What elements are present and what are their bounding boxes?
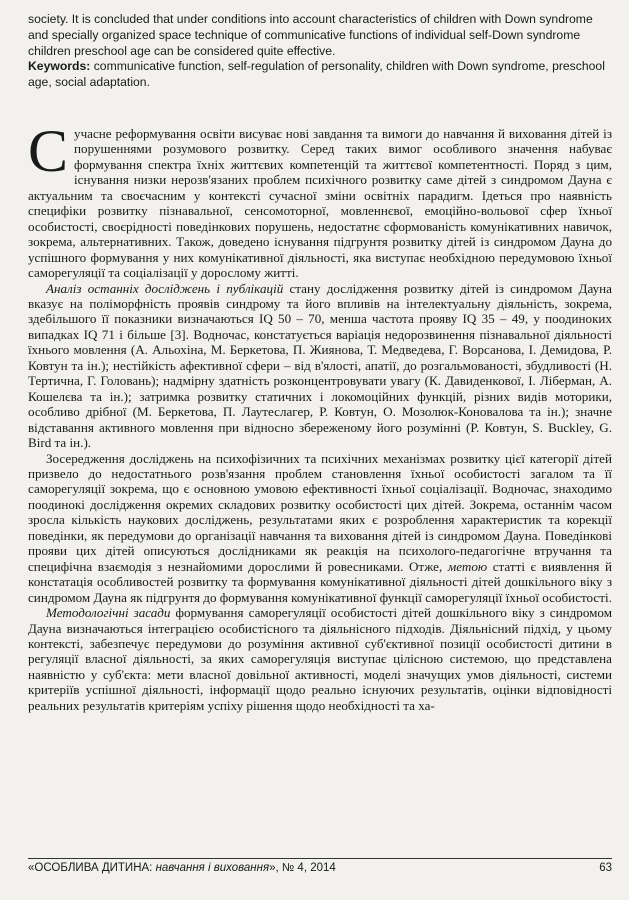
paragraph-intro-text: учасне реформування освіти висуває нові завдання та вимоги до навчання й виховання дітей із порушеннями розумового розвитку. Серед таких вимог особливого значення набуває формування спектра їхніх життєвих компетенцій та життєвої компетентності. Поряд з цим, існування низки нерозв'язаних проблем психічного розвитку саме дітей з синдромом Дауна є актуальним та своєчасним у контексті сучасної зміни освітніх парадигм. Ідеться про наявність специфіки розвитку пізнавальної, сенсомоторної, мовленнєвої, емоційно-вольової сфер їхньої особистості, своєрідності поведінкових порушень, недостатнє сформованість комунікативних навичок, зокрема, альтернативних. Також, доведено існування підгрунтя розвитку дітей із синдромом Дауна до успішного формування у них комунікативної діяльності, яка виступає необхідною передумовою їхньої саморегуляції та соціалізації у дорослому житті.	[28, 126, 612, 281]
keywords-list: communicative function, self-regulation of personality, children with Down syndrome, preschool age, social adaptation.	[28, 59, 605, 90]
keywords-line	[28, 59, 613, 91]
paragraph-aim	[28, 451, 612, 606]
abstract-text: society. It is concluded that under conditions into account characteristics of children with Down syndrome and specially organized space technique of communicative functions of individual self-Down syndrome children preschool age can be considered quite effective.	[28, 12, 593, 58]
footer-divider	[28, 858, 612, 859]
paragraph-intro	[28, 118, 612, 281]
paragraph-aim-text-b: статті є виявлення й констатація особливостей розвитку та формування комунікативної діяльності дітей дошкільного віку з синдромом Дауна як підгрунтя до формування комунікативної функції саморегуляції їхньої особистості.	[28, 558, 612, 605]
journal-issue: », № 4, 2014	[269, 862, 336, 874]
paragraph-literature	[28, 281, 612, 451]
journal-title-subtitle: навчання і виховання	[155, 862, 270, 874]
drop-cap: С	[28, 118, 69, 184]
paragraph-methodology-text: формування саморегуляції особистості дітей дошкільного віку з синдромом Дауна визначаються інтеграцією особистісного та діяльнісного підходів. Діяльнісний підхід, у цьому контексті, забезпечує передумови до розуміння активної суб'єктивної позиції особистості дитини в регуляції власної діяльності, за яких саморегуляція виступає цілісною системою, що представлена наявністю у суб'єкта: мети власної довільної активності, моделі значущих умов діяльності, системи критеріїв успішної діяльності, інформації щодо реально існуючих результатів, оцінки відповідності реальних результатів критеріям успіху рішення щодо необхідності та ха-	[28, 605, 612, 713]
journal-title-start: «ОСОБЛИВА ДИТИНА:	[28, 862, 156, 874]
section-lead-methodology: Методологічні засади	[46, 605, 171, 621]
abstract-block	[28, 12, 613, 91]
journal-title	[28, 862, 336, 874]
aim-keyword: метою	[447, 558, 488, 574]
paragraph-aim-text-a: Зосередження досліджень на психофізичних та психічних механізмах розвитку цієї категорії дітей призвело до недостатнього розв'язання проблем становлення їхньої особистості загалом та її саморегуляції зокрема, що є основною умовою ефективності їхньої соціалізації. Водночас, знаходимо поодинокі дослідження окремих складових розвитку особистості цих дітей. Зокрема, останнім часом зросла кількість наукових досліджень, результатами яких є розроблення характеристик та корекції поведінки, як передумови до організації навчання та виховання дітей із синдромом Дауна. Поведінкові прояви цих дітей описуються дослідниками як реакція на психолого-педагогічне втручання та специфічна взаємодія з незнайомими дорослими й ровесниками. Отже,	[28, 450, 612, 574]
keywords-label: Keywords:	[28, 59, 91, 74]
section-lead-literature: Аналіз останніх досліджень і публікацій	[46, 280, 284, 296]
paragraph-literature-text: стану дослідження розвитку дітей із синдромом Дауна вказує на поліморфність проявів синдрому та його впливів на інтелектуальну діяльність, зокрема, здебільшого її показники визначаються IQ 50 – 70, менша частота прояву IQ 35 – 49, у поодиноких випадках IQ 71 і більше [3]. Водночас, констатується варіація недорозвинення пізнавальної діяльності їхнього мовлення (А. Альохіна, М. Беркетова, П. Жиянова, Т. Медведева, Г. Ворсанова, І. Демидова, Р. Ковтун та ін.); нестійкість афективної сфери – від в'ялості, апатії, до розгальмованості, збудливості (Н. Тертична, Г. Головань); надмірну здатність розконцентровувати увагу (К. Давиденкової, І. Ліберман, А. Кошелєва та ін.); затримка розвитку статичних і локомоційних функцій, різних видів моторики, особливо дрібної (М. Беркетова, П. Лаутеслагер, Р. Ковтун, О. Мозолюк-Коновалова та ін.); значне відставання активного мовлення при відносно збереженому його розумінні (Р. Ковтун, S. Buckley, G. Bird та ін.).	[28, 280, 612, 451]
article-body	[28, 118, 612, 713]
page-number: 63	[599, 862, 612, 874]
paragraph-methodology	[28, 605, 612, 713]
